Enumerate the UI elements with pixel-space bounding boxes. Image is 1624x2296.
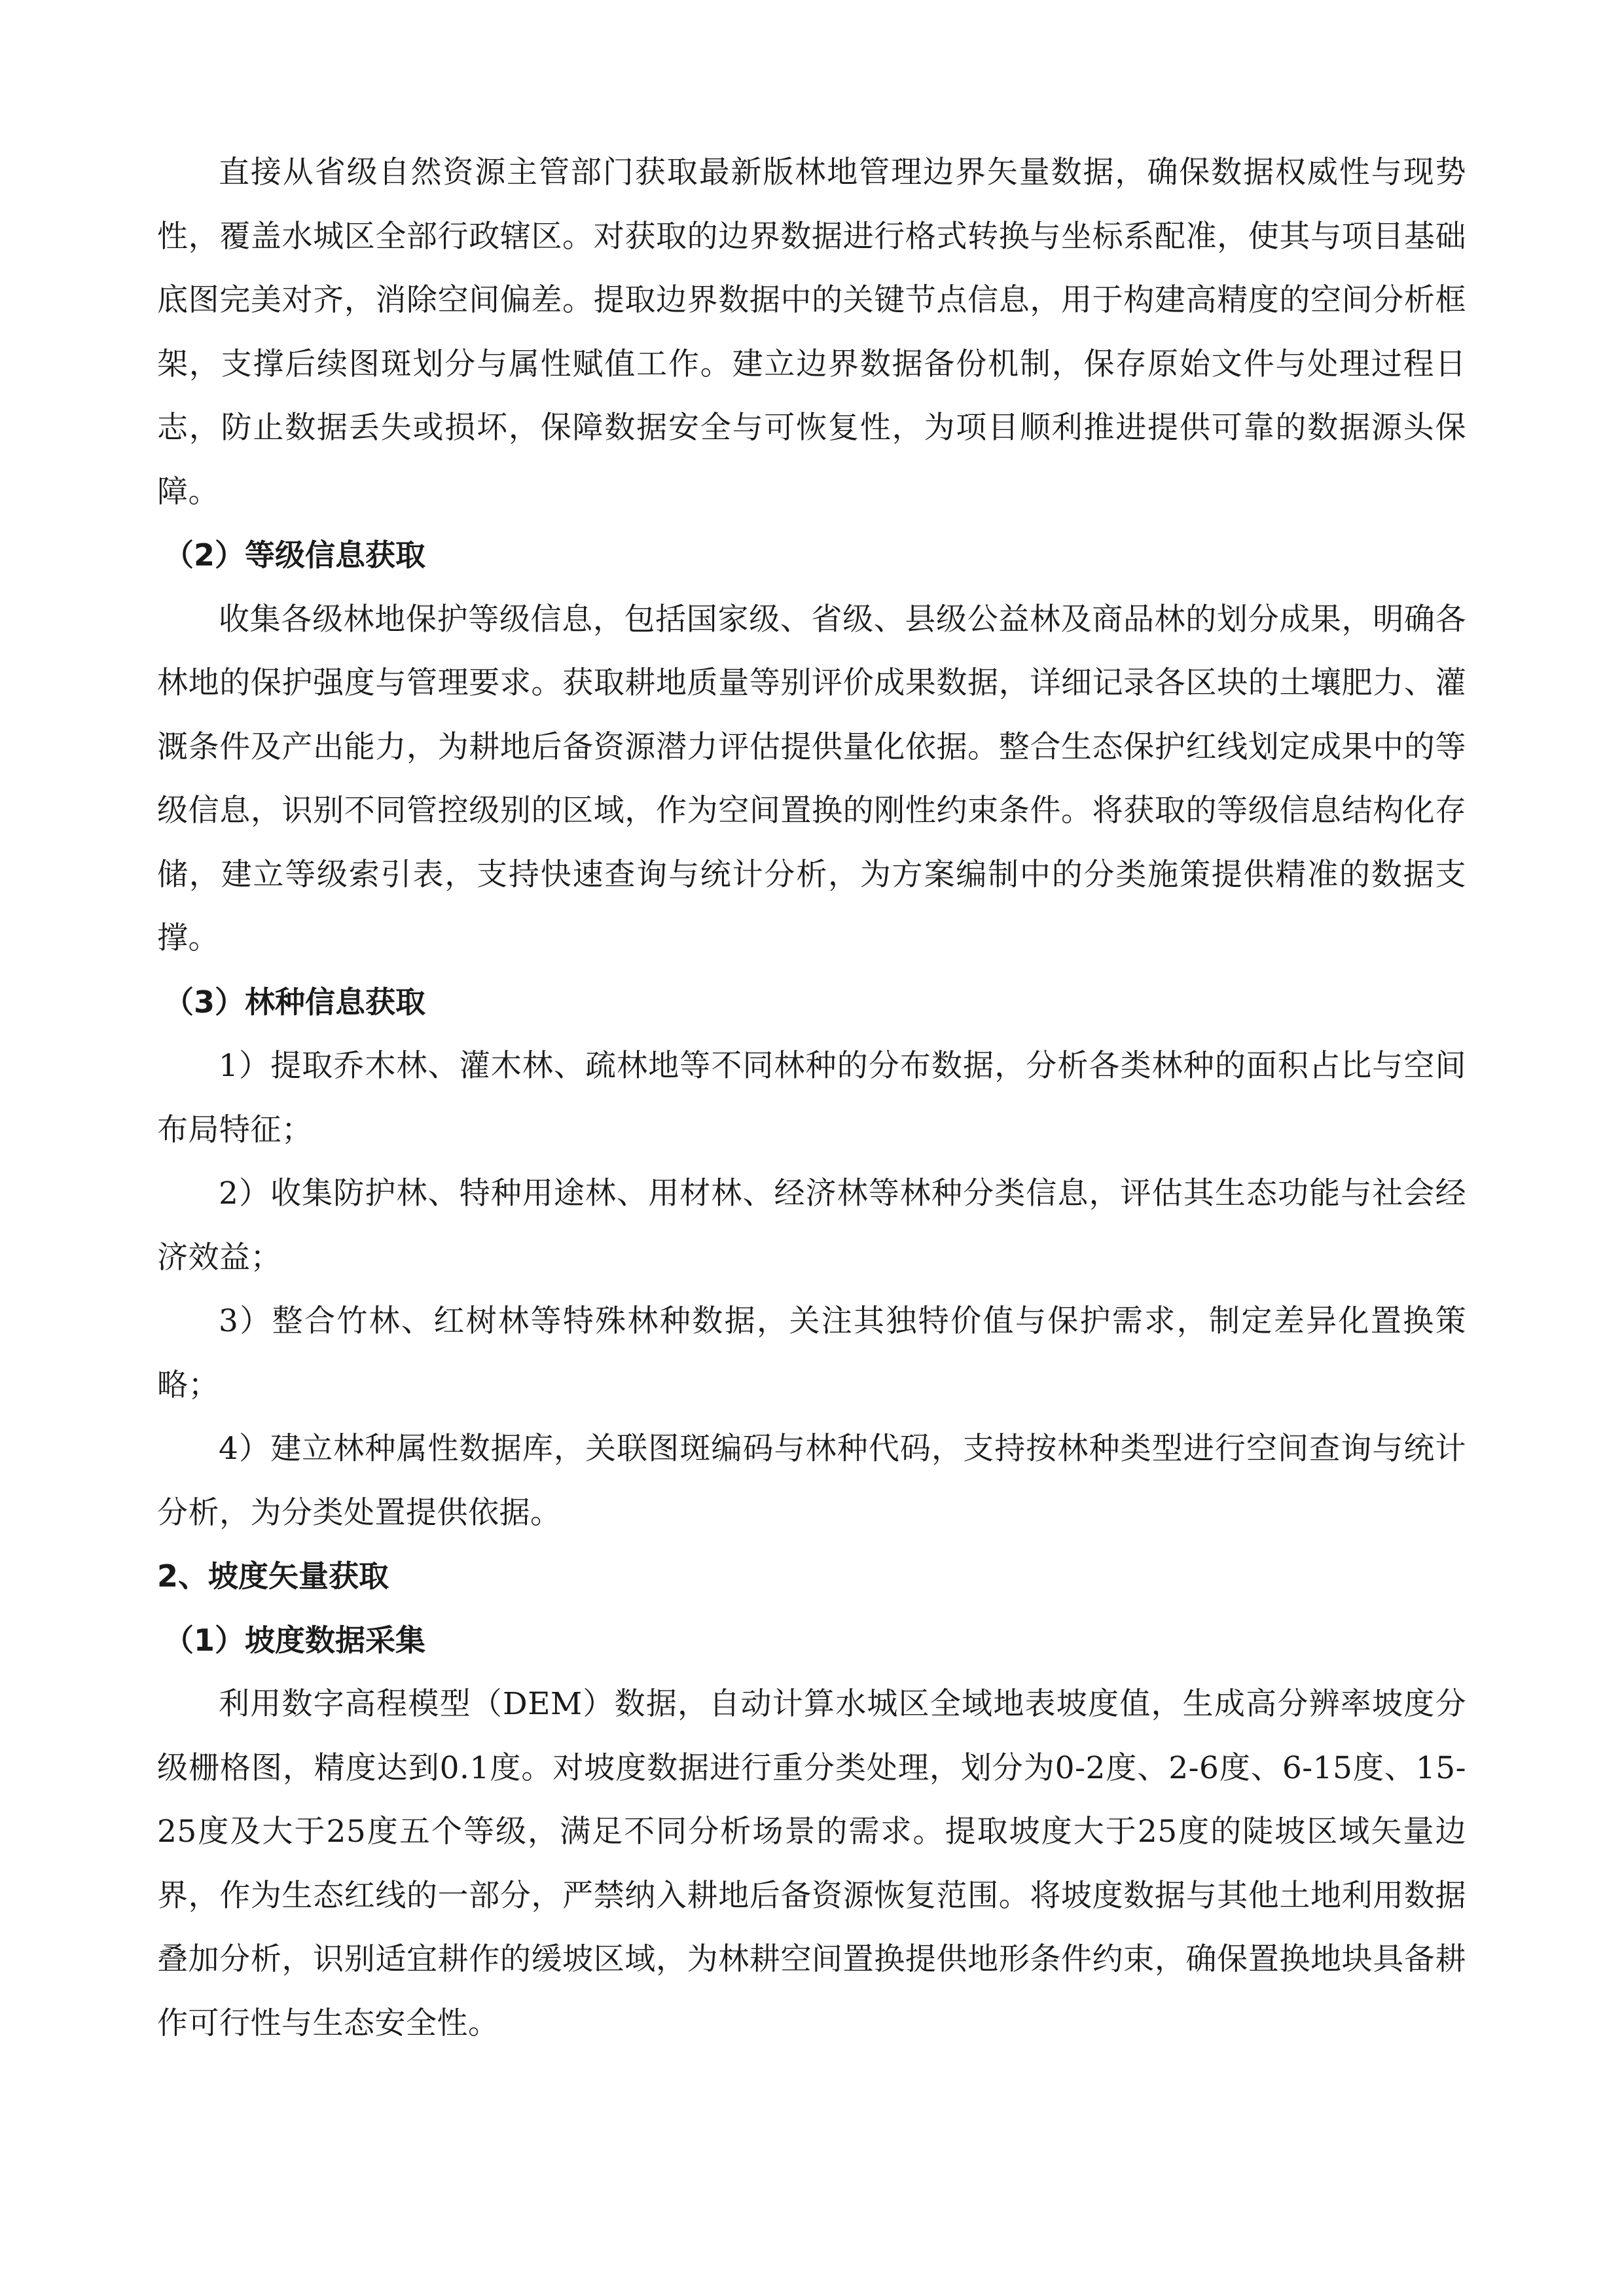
list-item: 2）收集防护林、特种用途林、用材林、经济林等林种分类信息，评估其生态功能与社会经济效益；	[157, 1175, 1466, 1276]
paragraph-boundary-data: 直接从省级自然资源主管部门获取最新版林地管理边界矢量数据，确保数据权威性与现势性，覆盖水城区全部行政辖区。对获取的边界数据进行格式转换与坐标系配准，使其与项目基础底图完美对齐，消除空间偏差。提取边界数据中的关键节点信息，用于构建高精度的空间分析框架，支撑后续图斑划分与属性赋值工作。建立边界数据备份机制，保存原始文件与处理过程日志，防止数据丢失或损坏，保障数据安全与可恢复性，为项目顺利推进提供可靠的数据源头保障。	[157, 154, 1466, 510]
section-heading-slope-vector: 2、坡度矢量获取	[157, 1558, 389, 1594]
list-item: 4）建立林种属性数据库，关联图斑编码与林种代码，支持按林种类型进行空间查询与统计分析，为分类处置提供依据。	[157, 1431, 1466, 1531]
paragraph-grade-info: 收集各级林地保护等级信息，包括国家级、省级、县级公益林及商品林的划分成果，明确各林地的保护强度与管理要求。获取耕地质量等别评价成果数据，详细记录各区块的土壤肥力、灌溉条件及产出能力，为耕地后备资源潜力评估提供量化依据。整合生态保护红线划定成果中的等级信息，识别不同管控级别的区域，作为空间置换的刚性约束条件。将获取的等级信息结构化存储，建立等级索引表，支持快速查询与统计分析，为方案编制中的分类施策提供精准的数据支撑。	[157, 601, 1466, 956]
document-page	[157, 141, 1466, 2055]
heading-forest-type-info: （3）林种信息获取	[164, 984, 426, 1020]
list-item: 1）提取乔木林、灌木林、疏林地等不同林种的分布数据，分析各类林种的面积占比与空间布局特征；	[157, 1048, 1466, 1148]
heading-grade-info: （2）等级信息获取	[164, 537, 426, 573]
paragraph-slope-data: 利用数字高程模型（DEM）数据，自动计算水城区全域地表坡度值，生成高分辨率坡度分级栅格图，精度达到0.1度。对坡度数据进行重分类处理，划分为0-2度、2-6度、6-15度、15-25度及大于25度五个等级，满足不同分析场景的需求。提取坡度大于25度的陡坡区域矢量边界，作为生态红线的一部分，严禁纳入耕地后备资源恢复范围。将坡度数据与其他土地利用数据叠加分析，识别适宜耕作的缓坡区域，为林耕空间置换提供地形条件约束，确保置换地块具备耕作可行性与生态安全性。	[157, 1686, 1466, 2041]
heading-slope-data-collection: （1）坡度数据采集	[164, 1622, 426, 1658]
list-item: 3）整合竹林、红树林等特殊林种数据，关注其独特价值与保护需求，制定差异化置换策略；	[157, 1303, 1466, 1403]
